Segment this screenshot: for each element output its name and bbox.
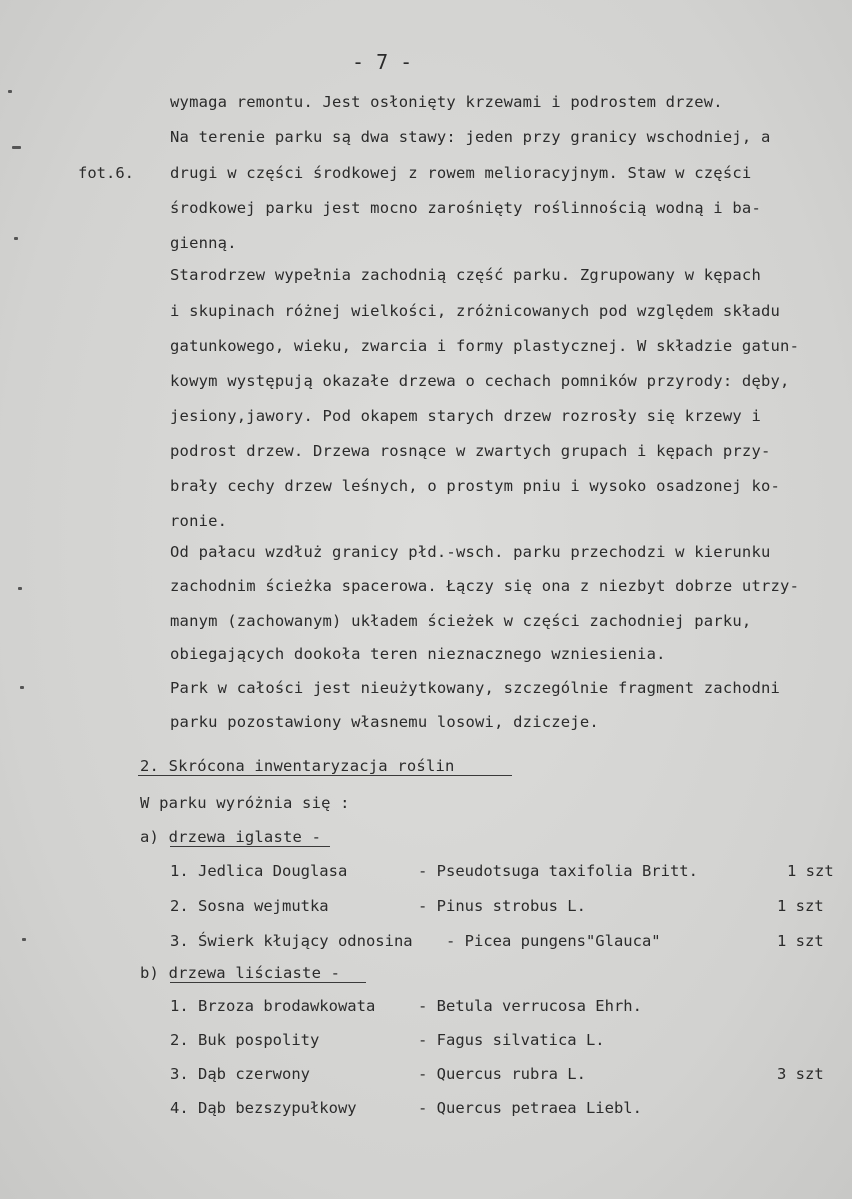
text-line: Na terenie parku są dwa stawy: jeden przy granicy wschodniej, a <box>170 128 771 146</box>
plant-common-name: 2. Buk pospolity <box>170 1031 320 1049</box>
text-line: Od pałacu wzdłuż granicy płd.-wsch. parku przechodzi w kierunku <box>170 543 771 561</box>
text-line: parku pozostawiony własnemu losowi, dziczeje. <box>170 713 599 731</box>
text-line: podrost drzew. Drzewa rosnące w zwartych grupach i kępach przy- <box>170 442 771 460</box>
plant-count: 3 szt <box>777 1065 824 1083</box>
plant-count: 1 szt <box>777 897 824 915</box>
plant-common-name: 2. Sosna wejmutka <box>170 897 329 915</box>
plant-latin-name: - Quercus rubra L. <box>418 1065 586 1083</box>
plant-count: 1 szt <box>787 862 834 880</box>
plant-latin-name: - Quercus petraea Liebl. <box>418 1099 642 1117</box>
text-line: obiegających dookoła teren nieznacznego wzniesienia. <box>170 645 666 663</box>
plant-common-name: 4. Dąb bezszypułkowy <box>170 1099 357 1117</box>
group-b-heading: b) drzewa liściaste - <box>140 964 341 982</box>
scan-mark <box>12 146 21 149</box>
plant-latin-name: - Fagus silvatica L. <box>418 1031 605 1049</box>
section-intro: W parku wyróżnia się : <box>140 794 350 812</box>
scan-mark <box>18 587 22 590</box>
group-a-underline <box>170 846 330 847</box>
scan-mark <box>14 237 18 240</box>
plant-latin-name: - Pseudotsuga taxifolia Britt. <box>418 862 698 880</box>
text-line: zachodnim ścieżka spacerowa. Łączy się ona z niezbyt dobrze utrzy- <box>170 577 800 595</box>
text-line: gatunkowego, wieku, zwarcia i formy plastycznej. W składzie gatun- <box>170 337 800 355</box>
plant-common-name: 3. Dąb czerwony <box>170 1065 310 1083</box>
text-line: kowym występują okazałe drzewa o cechach pomników przyrody: dęby, <box>170 372 790 390</box>
text-line: Park w całości jest nieużytkowany, szczególnie fragment zachodni <box>170 679 781 697</box>
scan-mark <box>20 686 24 689</box>
heading-underline <box>138 775 512 776</box>
text-line: środkowej parku jest mocno zarośnięty roślinnością wodną i ba- <box>170 199 761 217</box>
page-number: - 7 - <box>352 50 413 74</box>
plant-common-name: 3. Świerk kłujący odnosina <box>170 932 413 950</box>
text-line: jesiony,jawory. Pod okapem starych drzew rozrosły się krzewy i <box>170 407 761 425</box>
text-line: brały cechy drzew leśnych, o prostym pniu i wysoko osadzonej ko- <box>170 477 781 495</box>
text-line: wymaga remontu. Jest osłonięty krzewami i podrostem drzew. <box>170 93 723 111</box>
scan-mark <box>8 90 12 93</box>
plant-common-name: 1. Brzoza brodawkowata <box>170 997 376 1015</box>
group-a-heading: a) drzewa iglaste - <box>140 828 322 846</box>
plant-common-name: 1. Jedlica Douglasa <box>170 862 348 880</box>
section-heading: 2. Skrócona inwentaryzacja roślin <box>140 757 455 775</box>
text-line: i skupinach różnej wielkości, zróżnicowanych pod względem składu <box>170 302 781 320</box>
plant-latin-name: - Betula verrucosa Ehrh. <box>418 997 642 1015</box>
text-line: ronie. <box>170 512 228 530</box>
group-b-underline <box>170 982 366 983</box>
scan-mark <box>22 938 26 941</box>
plant-latin-name: - Picea pungens"Glauca" <box>446 932 661 950</box>
text-line: gienną. <box>170 234 237 252</box>
plant-count: 1 szt <box>777 932 824 950</box>
text-line: Starodrzew wypełnia zachodnią część parku. Zgrupowany w kępach <box>170 266 761 284</box>
margin-note-photo: fot.6. <box>78 164 134 182</box>
text-line: drugi w części środkowej z rowem melioracyjnym. Staw w części <box>170 164 752 182</box>
plant-latin-name: - Pinus strobus L. <box>418 897 586 915</box>
text-line: manym (zachowanym) układem ścieżek w części zachodniej parku, <box>170 612 752 630</box>
